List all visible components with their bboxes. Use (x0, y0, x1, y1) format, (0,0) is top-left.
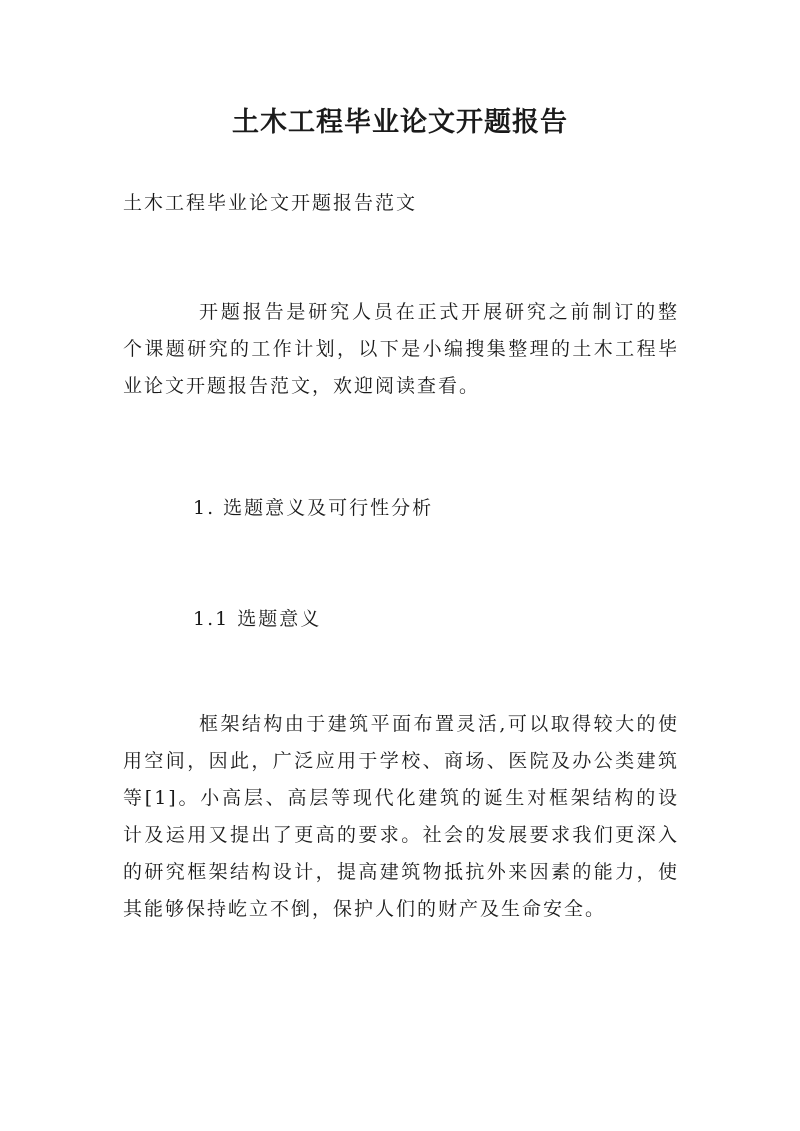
intro-paragraph: 开题报告是研究人员在正式开展研究之前制订的整个课题研究的工作计划，以下是小编搜集整理的土木工程毕业论文开题报告范文，欢迎阅读查看。 (123, 301, 679, 397)
section-1-1-paragraph: 框架结构由于建筑平面布置灵活,可以取得较大的使用空间，因此，广泛应用于学校、商场、医院及办公类建筑等[1]。小高层、高层等现代化建筑的诞生对框架结构的设计及运用又提出了更高的要求。社会的发展要求我们更深入的研究框架结构设计，提高建筑物抵抗外来因素的能力，使其能够保持屹立不倒，保护人们的财产及生命安全。 (123, 713, 679, 920)
section-1-1-heading: 1.1 选题意义 (193, 608, 322, 630)
document-title: 土木工程毕业论文开题报告 (232, 107, 568, 138)
section-1-heading: 1. 选题意义及可行性分析 (193, 497, 434, 519)
document-subtitle: 土木工程毕业论文开题报告范文 (123, 192, 418, 214)
